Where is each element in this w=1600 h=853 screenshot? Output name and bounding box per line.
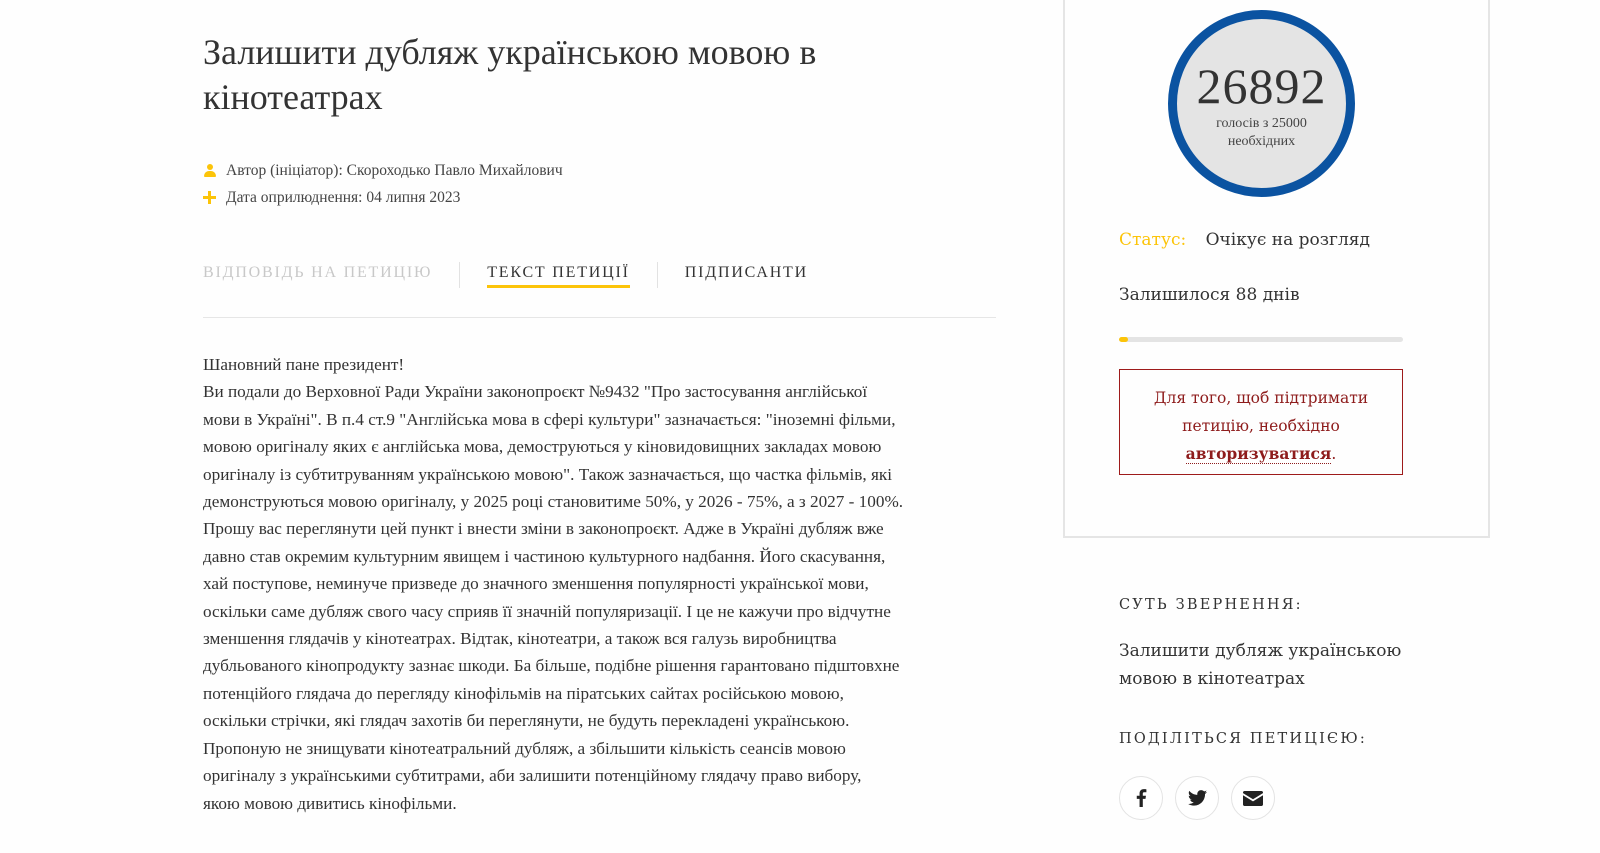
text-line: Ви подали до Верховної Ради України законопроєкт №9432 "Про застосування англійської (203, 382, 868, 402)
text-line: оскільки стрічки, які глядач захотів би переглянути, не будуть перекладені українською. (203, 711, 850, 731)
login-link[interactable]: авторизуватися (1185, 444, 1332, 463)
vote-counter (1168, 10, 1355, 197)
text-line: Прошу вас переглянути цей пункт і внести зміни в законопроєкт. Адже в Україні дубляж вже (203, 519, 884, 539)
vote-progress-bar (1119, 337, 1403, 342)
author-label: Автор (ініціатор): (226, 161, 343, 179)
tab-petition-text[interactable]: ТЕКСТ ПЕТИЦІЇ (487, 259, 630, 288)
vote-caption (1177, 115, 1346, 151)
status-row (1119, 230, 1370, 250)
text-line: оригіналу із субтитруванням українською мовою". Також зазначається, що частка фільмів, які (203, 464, 892, 484)
page-title: Залишити дубляж українською мовою в кінотеатрах (203, 32, 817, 117)
author-row (203, 157, 563, 184)
share-facebook-button[interactable] (1119, 776, 1163, 820)
text-line: мовою оригіналу яких є англійська мова, демоструються у кіновидовищних закладах мовою (203, 437, 882, 457)
facebook-icon (1135, 789, 1147, 807)
essence-heading: СУТЬ ЗВЕРНЕННЯ: (1119, 597, 1303, 613)
tab-divider (459, 262, 460, 288)
essence-text: Залишити дубляж українською мовою в кінотеатрах (1119, 641, 1402, 689)
share-heading: ПОДІЛІТЬСЯ ПЕТИЦІЄЮ: (1119, 731, 1367, 747)
tab-divider (657, 262, 658, 288)
date-row (203, 184, 563, 211)
plus-icon (203, 191, 217, 205)
date-value: 04 липня 2023 (366, 188, 461, 206)
text-line: давно став окремим культурним явищем і частиною культурного надбання. Його скасування, (203, 546, 886, 566)
text-line: потенційого глядача до перегляду кінофільмів на піратських сайтах російською мовою, (203, 683, 844, 703)
auth-suffix: . (1331, 445, 1337, 463)
text-line: зменшення глядачів у кінотеатрах. Відтак, кінотеатри, а також вся галузь виробництва (203, 629, 837, 649)
user-icon (203, 164, 217, 178)
vote-caption-line2: необхідних (1227, 134, 1296, 149)
vote-count: 26892 (1196, 58, 1327, 114)
auth-notice-line2: петицію, необхідно (1182, 417, 1340, 435)
share-buttons (1119, 776, 1275, 820)
days-left: Залишилося 88 днів (1119, 285, 1300, 305)
auth-notice-line1: Для того, щоб підтримати (1153, 389, 1369, 407)
author-name: Скороходько Павло Михайлович (346, 161, 563, 179)
date-label: Дата оприлюднення: (226, 188, 363, 206)
petition-tabs (203, 259, 996, 318)
vote-caption-line1: голосів з 25000 (1216, 116, 1307, 131)
status-label: Статус: (1119, 230, 1187, 250)
text-line: Шановний пане президент! (203, 355, 405, 374)
petition-text (203, 351, 1003, 817)
text-line: якою мовою дивитись кінофільми. (203, 793, 457, 813)
text-line: оскільки саме дубляж свого часу сприяв її значній популяризації. І це не кажучи про відчутне (203, 601, 891, 621)
text-line: дубльованого кінопродукту зазнає шкоди. Ба більше, подібне рішення гарантовано підштовхне (203, 656, 900, 676)
text-line: демонструються мовою оригіналу, у 2025 році становитиме 50%, у 2026 - 75%, а з 2027 - 100%. (203, 492, 904, 512)
tab-response[interactable]: ВІДПОВІДЬ НА ПЕТИЦІЮ (203, 264, 433, 281)
text-line: хай поступове, неминуче призведе до значного зменшення популярності української мови, (203, 574, 869, 594)
email-icon (1243, 791, 1263, 806)
share-twitter-button[interactable] (1175, 776, 1219, 820)
share-email-button[interactable] (1231, 776, 1275, 820)
petition-meta (203, 157, 563, 211)
vote-progress-fill (1119, 337, 1128, 342)
twitter-icon (1188, 790, 1207, 806)
tab-signers[interactable]: ПІДПИСАНТИ (684, 264, 808, 281)
text-line: Пропоную не знищувати кінотеатральний дубляж, а збільшити кількість сеансів мовою (203, 738, 846, 758)
auth-notice (1119, 369, 1403, 475)
text-line: мови в Україні". В п.4 ст.9 "Англійська мова в сфері культури" зазначається: "іноземні фільми, (203, 409, 896, 429)
text-line: оригіналу з українськими субтитрами, аби залишити потенційному глядачу право вибору, (203, 766, 862, 786)
status-badge: Очікує на розгляд (1205, 230, 1370, 250)
